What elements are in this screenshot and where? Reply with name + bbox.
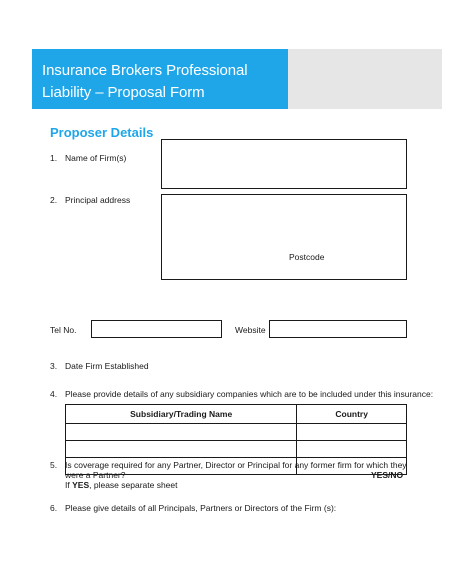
- principals-question: Please give details of all Principals, Partners or Directors of the Firm (s):: [65, 503, 337, 513]
- q3-number: 3.: [50, 361, 58, 371]
- website-field[interactable]: [269, 320, 407, 338]
- firm-name-field[interactable]: [161, 139, 407, 189]
- if-prefix: If: [65, 480, 70, 490]
- tel-field[interactable]: [91, 320, 222, 338]
- date-established-label: Date Firm Established: [65, 361, 149, 371]
- country-cell[interactable]: [297, 424, 407, 441]
- country-cell[interactable]: [297, 441, 407, 458]
- q6-number: 6.: [50, 503, 58, 513]
- subsidiary-name-cell[interactable]: [66, 424, 297, 441]
- table-header-row: [66, 405, 407, 424]
- postcode-label: Postcode: [289, 252, 325, 262]
- country-header: Country: [297, 405, 407, 424]
- form-title-line2: Liability – Proposal Form: [42, 84, 205, 101]
- table-row: [66, 424, 407, 441]
- tel-label: Tel No.: [50, 325, 77, 335]
- principal-address-field[interactable]: [161, 194, 407, 280]
- q1-number: 1.: [50, 153, 58, 163]
- if-yes-word: YES: [72, 480, 90, 490]
- firm-name-label: Name of Firm(s): [65, 153, 127, 163]
- if-suffix: , please separate sheet: [89, 480, 178, 490]
- section-title: Proposer Details: [50, 125, 154, 140]
- header-grey-panel: [288, 49, 442, 109]
- former-firm-question-line1: Is coverage required for any Partner, Director or Principal for any former firm for which they: [65, 460, 407, 470]
- form-title-line1: Insurance Brokers Professional: [42, 62, 248, 79]
- form-title-banner: [32, 49, 288, 109]
- subsidiary-name-cell[interactable]: [66, 441, 297, 458]
- q4-number: 4.: [50, 389, 58, 399]
- q5-number: 5.: [50, 460, 58, 470]
- website-label: Website: [235, 325, 266, 335]
- subsidiary-question: Please provide details of any subsidiary companies which are to be included under this insurance:: [65, 389, 434, 399]
- yes-no-option[interactable]: YES/NO: [371, 470, 404, 480]
- if-yes-instruction: [65, 480, 178, 490]
- q2-number: 2.: [50, 195, 58, 205]
- principal-address-label: Principal address: [65, 195, 131, 205]
- subsidiary-name-header: Subsidiary/Trading Name: [66, 405, 297, 424]
- table-row: [66, 441, 407, 458]
- former-firm-question-line2: were a Partner?: [65, 470, 126, 480]
